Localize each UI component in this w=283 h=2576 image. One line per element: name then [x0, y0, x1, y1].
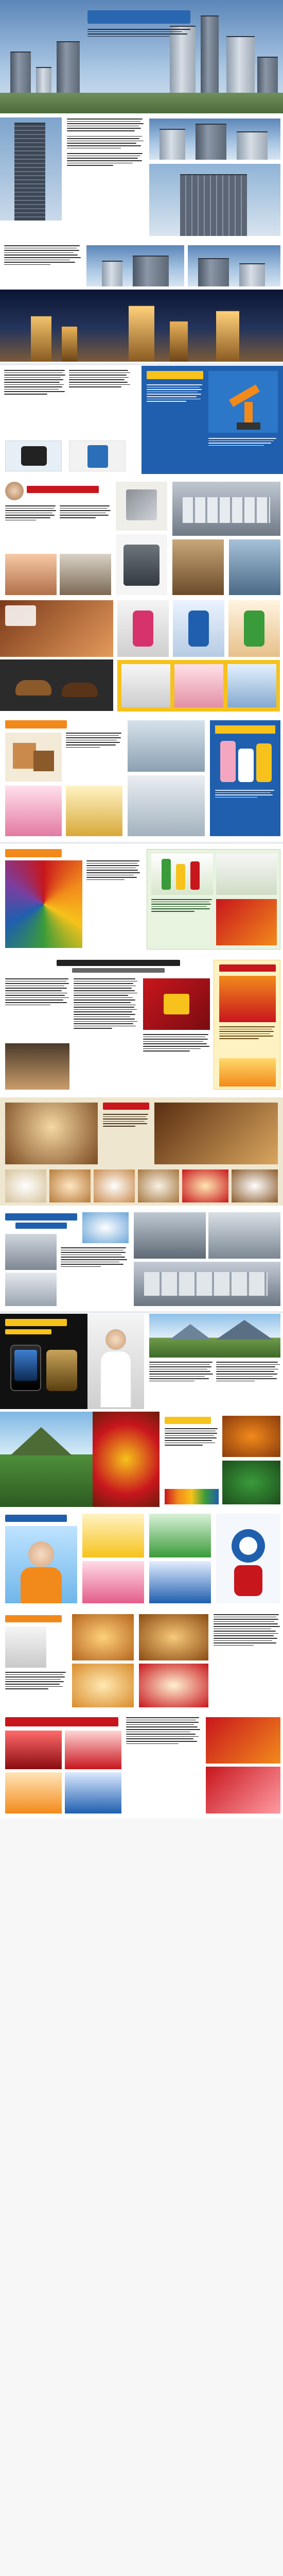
- author-portrait: [5, 482, 24, 500]
- section-dining: [0, 1097, 283, 1206]
- building-photo: [149, 118, 280, 160]
- section-red-stores: [0, 1713, 283, 1816]
- robot-arm-photo: [208, 371, 278, 433]
- sample-photo: [5, 786, 62, 836]
- yellow-product-panel: [214, 960, 280, 1090]
- page-remainder: [0, 1819, 283, 2576]
- article-column: [149, 1362, 214, 1383]
- orange-title-tag: [5, 849, 62, 857]
- color-burst-photo: [5, 860, 82, 948]
- apparel-photo: [117, 600, 169, 657]
- phone-photo: [46, 1350, 77, 1391]
- section-night-city: [0, 242, 283, 363]
- section-factory: [0, 1208, 283, 1309]
- section-dark-gadgets: [0, 1314, 283, 1409]
- blue-cosmetics-panel: [210, 720, 280, 836]
- gift-box-photo: [143, 978, 210, 1030]
- bottle-photo: [151, 854, 213, 895]
- storefront-photo: [5, 1731, 62, 1769]
- page-divider: [0, 1311, 283, 1313]
- dish-photo: [232, 1170, 278, 1202]
- snack-photo: [139, 1614, 208, 1660]
- shoe-photo: [0, 659, 113, 711]
- article-column: [216, 1362, 280, 1383]
- red-title-tag: [103, 1103, 149, 1110]
- article-headline-bar: [57, 960, 180, 966]
- gift-box-photo: [206, 1767, 280, 1814]
- article-column: [60, 505, 111, 520]
- section-toys: [0, 1510, 283, 1607]
- store-photo: [60, 554, 111, 595]
- section-office-towers: [0, 113, 283, 242]
- plaza-photo: [188, 245, 280, 286]
- mascot-photo: [216, 1514, 280, 1603]
- product-box-photo: [216, 899, 277, 945]
- section-products: [0, 600, 283, 714]
- mall-photo: [229, 539, 280, 595]
- page-divider: [0, 363, 283, 365]
- storefront-photo: [5, 1772, 62, 1814]
- product-photo: [116, 534, 167, 595]
- color-swatch-strip: [165, 1489, 219, 1504]
- article-column: [66, 733, 122, 749]
- plaza-photo: [86, 245, 184, 286]
- workshop-photo: [208, 1212, 280, 1259]
- apparel-photo: [173, 600, 224, 657]
- factory-photo: [5, 1234, 57, 1270]
- section-text-article: [0, 956, 283, 1092]
- package-photo: [5, 733, 62, 782]
- article-column: [5, 1672, 67, 1691]
- article-column: [214, 1614, 280, 1647]
- article-column: [165, 1428, 219, 1447]
- gift-box-photo: [206, 1717, 280, 1764]
- orange-title-tag: [5, 720, 67, 728]
- sample-photo: [66, 786, 122, 836]
- landscape-photo: [149, 1314, 280, 1358]
- article-column: [126, 1717, 201, 1745]
- red-title-banner: [5, 1717, 118, 1726]
- chef-photo: [5, 1626, 46, 1668]
- article-column: [4, 370, 66, 396]
- retail-floor-photo: [0, 600, 113, 657]
- night-skyline-photo: [0, 290, 283, 362]
- blue-title-tag: [5, 1515, 67, 1522]
- article-column: [103, 1114, 149, 1128]
- snack-photo: [139, 1664, 208, 1707]
- package-photo: [219, 976, 276, 1022]
- section-green-landscape: [0, 1412, 283, 1507]
- package-photo: [219, 1058, 276, 1087]
- toy-photo: [149, 1561, 211, 1603]
- dark-feature-panel: [0, 1314, 87, 1409]
- article-column: [5, 978, 69, 1007]
- product-photo: [116, 482, 167, 531]
- apparel-photo: [228, 600, 280, 657]
- product-photo: [174, 664, 223, 707]
- restaurant-photo: [154, 1103, 278, 1164]
- tower-photo: [0, 117, 62, 221]
- article-column: [143, 1034, 210, 1053]
- storefront-photo: [65, 1772, 121, 1814]
- store-photo: [5, 554, 57, 595]
- section-city-hero: [0, 0, 283, 113]
- article-column: [61, 1247, 128, 1268]
- basket-photo: [222, 1416, 280, 1457]
- storefront-photo: [65, 1731, 121, 1769]
- snack-photo: [72, 1664, 134, 1707]
- section-color-products: [0, 845, 283, 953]
- hero-intro-text: [87, 29, 190, 38]
- toy-photo: [149, 1514, 211, 1557]
- mall-photo: [172, 482, 280, 536]
- article-subheadline-bar: [72, 968, 165, 973]
- article-column: [69, 370, 131, 389]
- device-photo: [5, 440, 62, 471]
- mountain-photo: [0, 1412, 93, 1507]
- mall-photo: [172, 539, 224, 595]
- section-title-bar: [27, 486, 99, 493]
- feature-photo: [5, 1043, 69, 1090]
- basket-photo: [222, 1461, 280, 1504]
- article-column: [86, 860, 140, 882]
- produce-photo: [93, 1412, 160, 1507]
- lab-photo: [128, 775, 205, 836]
- article-column: [4, 245, 81, 266]
- gemstone-photo: [82, 1212, 129, 1243]
- section-food: [0, 1610, 283, 1710]
- workshop-photo: [134, 1212, 206, 1259]
- dish-photo: [5, 1170, 46, 1202]
- article-column: [67, 118, 144, 167]
- hero-title-banner: [87, 10, 190, 24]
- factory-photo: [5, 1273, 57, 1306]
- section-retail: [0, 477, 283, 598]
- page-divider: [0, 842, 283, 844]
- dish-photo: [94, 1170, 135, 1202]
- yellow-title-tag: [165, 1417, 211, 1424]
- article-column: [74, 978, 138, 1030]
- child-photo: [5, 1526, 77, 1603]
- product-photo: [121, 664, 170, 707]
- restaurant-photo: [5, 1103, 98, 1164]
- lab-photo: [128, 720, 205, 772]
- workshop-photo: [134, 1262, 280, 1306]
- section-subtitle-bar: [15, 1223, 67, 1229]
- blue-feature-panel: [142, 366, 283, 474]
- toy-photo: [82, 1514, 144, 1557]
- dish-photo: [138, 1170, 179, 1202]
- orange-title-tag: [5, 1615, 62, 1622]
- model-portrait-photo: [87, 1314, 144, 1409]
- snack-photo: [72, 1614, 134, 1660]
- bottle-photo: [216, 854, 277, 895]
- dish-photo: [49, 1170, 91, 1202]
- dish-photo: [182, 1170, 228, 1202]
- section-title-bar: [5, 1213, 77, 1221]
- product-photo: [227, 664, 276, 707]
- article-column: [5, 505, 57, 522]
- toy-photo: [82, 1561, 144, 1603]
- yellow-accent-band: [117, 660, 280, 711]
- device-photo: [69, 440, 126, 471]
- section-blue-columns: [0, 366, 283, 474]
- section-cosmetics: [0, 716, 283, 840]
- building-photo: [149, 164, 280, 236]
- green-promo-panel: [147, 849, 280, 950]
- phone-photo: [10, 1345, 41, 1391]
